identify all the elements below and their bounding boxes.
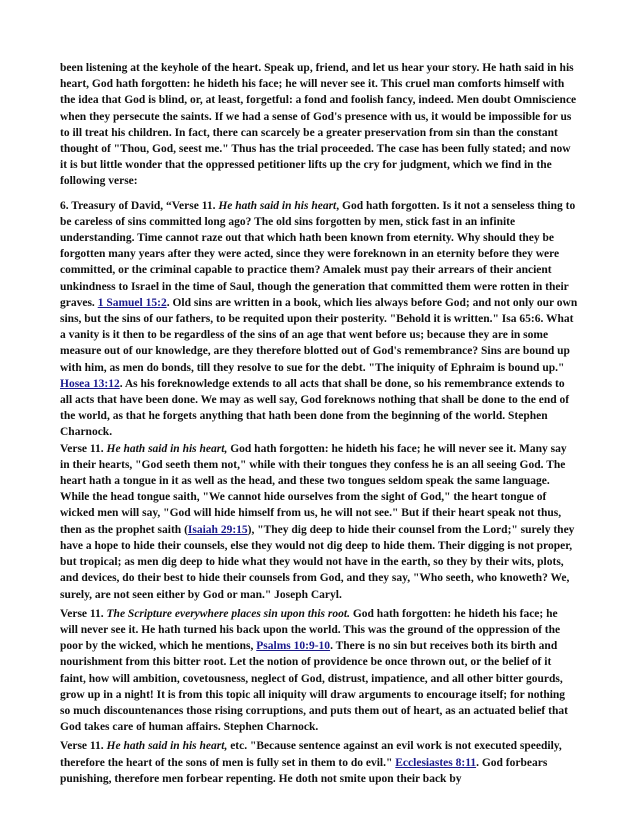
text-segment: . As his foreknowledge extends to all acts that shall be done, so his remembrance extends to all acts that have been done. We may as well say, God foreknows nothing that shall be done to the end of the world, as that he forgets anything that hath been done from the beginning of the world. Stephen Charnock. <box>60 377 570 439</box>
paragraph-charnock-root <box>60 606 578 736</box>
text-segment: God hath forgotten: he hideth his face; he will never see it. He hath turned his back upon the world. This was the ground of the oppression of the poor by the wicked, which he mentions, <box>60 607 561 653</box>
text-segment: . There is no sin but receives both its birth and nourishment from this bitter root. Let the notion of providence be once thrown out, or the belief of it faint, how will ambition, covetousness, neglect of God, distrust, impatience, and all other bitter gourds, grow up in a night! It is from this topic all iniquity will draw arguments to encourage itself; for nothing so much discountenances those rising corruptions, and puts them out of heart, as an actuated belief that God takes care of human affairs. Stephen Charnock. <box>60 640 568 734</box>
paragraph-intro <box>60 60 578 190</box>
italic-text: He hath said in his heart, <box>106 442 228 455</box>
italic-text: He hath said in his heart, <box>106 740 228 753</box>
scripture-link-ecclesiastes-8-11[interactable]: Ecclesiastes 8:11 <box>395 756 477 769</box>
scripture-link-psalms-10-9-10[interactable]: Psalms 10:9-10 <box>256 640 331 653</box>
paragraph-caryl <box>60 441 578 603</box>
paragraph-ecclesiastes <box>60 738 578 787</box>
scripture-link-hosea-13-12[interactable]: Hosea 13:12 <box>60 377 120 390</box>
italic-text: The Scripture everywhere places sin upon this root. <box>106 607 350 620</box>
text-segment: . God forbears punishing, therefore men forbear repenting. He doth not smite upon their back by <box>60 756 548 785</box>
text-segment: been listening at the keyhole of the heart. Speak up, friend, and let us hear your story. He hath said in his heart, God hath forgotten: he hideth his face; he will never see it. This cruel man comforts himself with the idea that God is blind, or, at least, forgetful: a fond and foolish fancy, indeed. Men doubt Omniscience when they persecute the saints. If we had a sense of God's presence with us, it would be impossible for us to ill treat his children. In fact, there can scarcely be a greater preservation from sin than the constant thought of "Thou, God, seest me." Thus has the trial proceeded. The case has been fully stated; and now it is but little wonder that the oppressed petitioner lifts up the cry for judgment, which we find in the following verse: <box>60 62 577 188</box>
text-segment: Verse 11. <box>60 442 107 455</box>
text-segment: , God hath forgotten. Is it not a senseless thing to be careless of sins committed long ago? The old sins forgotten by men, stick fast in an infinite understanding. Time cannot raze out that which hath been known from eternity. Why should they be forgotten many years after they were acted, since they were foreknown in an eternity before they were committed, or the criminal capable to practice them? Amalek must pay their arrears of their ancient unkindness to Israel in the time of Saul, though the generation that committed them were rotten in their graves. <box>60 199 576 309</box>
text-segment: Verse 11. <box>60 740 107 753</box>
text-segment: 6. Treasury of David, “Verse 11. <box>60 199 219 212</box>
text-segment: etc. "Because sentence against an evil work is not executed speedily, therefore the heart of the sons of men is fully set in them to do evil." <box>60 740 562 769</box>
scripture-link-1-samuel-15-2[interactable]: 1 Samuel 15:2 <box>97 296 167 309</box>
text-segment: God hath forgotten: he hideth his face; he will never see it. Many say in their hearts, "God seeth them not," while with their tongues they confess he is an all seeing God. The heart hath a tongue in it as well as the head, and these two tongues seldom speak the same language. While the head tongue saith, "We cannot hide ourselves from the sight of God," the heart tongue of wicked men will say, "God will hide himself from us, he will not see." But if their heart speak not thus, then as the prophet saith ( <box>60 442 567 536</box>
text-segment: Verse 11. <box>60 607 107 620</box>
text-segment: . Old sins are written in a book, which lies always before God; and not only our own sins, but the sins of our fathers, to be requited upon their posterity. "Behold it is written." Isa 65:6. What a vanity is it then to be regardless of the sins of an age that went before us; because they are in some measure out of our knowledge, are they therefore blotted out of God's remembrance? Sins are bound up with him, as men do bonds, till they resolve to sue for the debt. "The iniquity of Ephraim is bound up." <box>60 296 578 374</box>
italic-text: He hath said in his heart <box>218 199 337 212</box>
scripture-link-isaiah-29-15[interactable]: Isaiah 29:15 <box>187 523 248 536</box>
paragraph-treasury-verse-11 <box>60 198 578 441</box>
text-segment: ), "They dig deep to hide their counsel from the Lord;" surely they have a hope to hide their counsels, else they would not dig deep to hide them. Their digging is not proper, but tropical; as men dig deep to hide what they would not have in the earth, so they by their wits, plots, and devices, do their best to hide their counsels from God, and they say, "Who seeth, who knoweth? We, surely, are not seen either by God or man." Joseph Caryl. <box>60 523 575 601</box>
